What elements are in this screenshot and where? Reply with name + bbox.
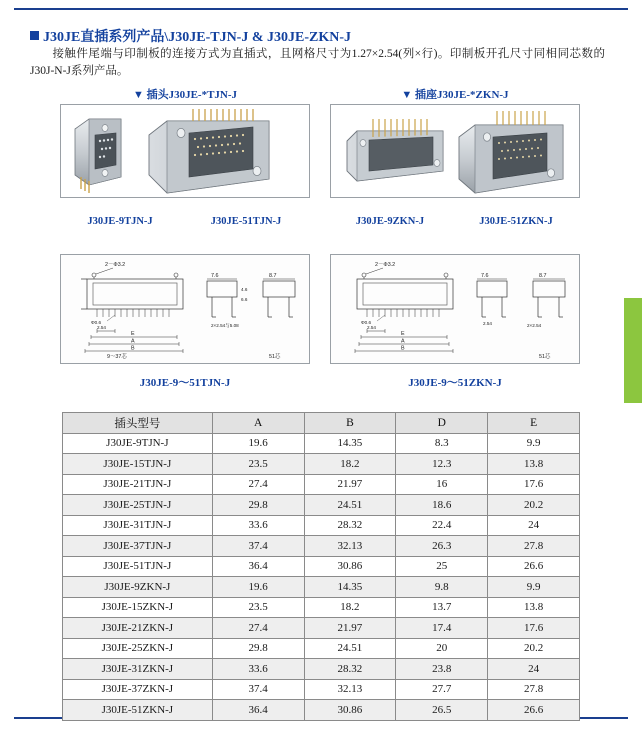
table-row xyxy=(63,454,580,475)
cell-b: 21.97 xyxy=(304,618,396,639)
cell-d: 23.8 xyxy=(396,659,488,680)
svg-text:7.6: 7.6 xyxy=(481,273,489,279)
col-header-d: D xyxy=(396,413,488,434)
bullet-square-icon xyxy=(30,31,39,40)
col-header-a: A xyxy=(212,413,304,434)
cell-model: J30JE-15ZKN-J xyxy=(63,597,213,618)
cell-e: 26.6 xyxy=(488,556,580,577)
cell-model: J30JE-51TJN-J xyxy=(63,556,213,577)
table-row xyxy=(63,618,580,639)
cell-a: 19.6 xyxy=(212,433,304,454)
cell-b: 28.32 xyxy=(304,659,396,680)
table-row xyxy=(63,556,580,577)
svg-text:2.54: 2.54 xyxy=(483,321,492,326)
cell-d: 20 xyxy=(396,638,488,659)
cell-a: 37.4 xyxy=(212,536,304,557)
cell-e: 13.8 xyxy=(488,597,580,618)
cell-model: J30JE-25ZKN-J xyxy=(63,638,213,659)
svg-text:6.6: 6.6 xyxy=(241,297,248,302)
table-row xyxy=(63,638,580,659)
svg-text:A: A xyxy=(401,338,405,345)
svg-text:B: B xyxy=(401,345,405,352)
cell-model: J30JE-15TJN-J xyxy=(63,454,213,475)
cell-model: J30JE-25TJN-J xyxy=(63,495,213,516)
cell-b: 24.51 xyxy=(304,495,396,516)
cell-b: 30.86 xyxy=(304,700,396,721)
cell-model: J30JE-9ZKN-J xyxy=(63,577,213,598)
cell-e: 9.9 xyxy=(488,433,580,454)
cell-e: 27.8 xyxy=(488,536,580,557)
cell-a: 19.6 xyxy=(212,577,304,598)
cell-a: 36.4 xyxy=(212,556,304,577)
table-row xyxy=(63,597,580,618)
plug-dimension-drawing xyxy=(60,254,310,364)
col-header-e: E xyxy=(488,413,580,434)
table-row xyxy=(63,577,580,598)
socket-drawing-caption: J30JE-9～51ZKN-J xyxy=(408,377,502,389)
table-row xyxy=(63,536,580,557)
socket-photo-label-51: J30JE-51ZKN-J xyxy=(479,216,553,227)
svg-text:E: E xyxy=(131,331,135,337)
page-title-text: J30JE直插系列产品\J30JE-TJN-J & J30JE-ZKN-J xyxy=(43,30,351,45)
table-header-row xyxy=(63,413,580,434)
socket-drawing-svg xyxy=(331,255,579,363)
socket-photo-panel xyxy=(330,104,580,198)
cell-e: 9.9 xyxy=(488,577,580,598)
cell-e: 24 xyxy=(488,659,580,680)
spec-table xyxy=(62,412,580,721)
svg-text:2.54: 2.54 xyxy=(97,325,106,330)
cell-a: 23.5 xyxy=(212,597,304,618)
table-row xyxy=(63,700,580,721)
cell-model: J30JE-21TJN-J xyxy=(63,474,213,495)
cell-d: 25 xyxy=(396,556,488,577)
cell-e: 17.6 xyxy=(488,474,580,495)
socket-photo-illustration xyxy=(331,105,579,197)
cell-a: 27.4 xyxy=(212,618,304,639)
svg-text:51芯: 51芯 xyxy=(539,354,551,360)
svg-text:B: B xyxy=(131,345,135,352)
table-row xyxy=(63,515,580,536)
cell-b: 30.86 xyxy=(304,556,396,577)
col-header-b: B xyxy=(304,413,396,434)
cell-d: 27.7 xyxy=(396,679,488,700)
cell-d: 16 xyxy=(396,474,488,495)
cell-a: 33.6 xyxy=(212,515,304,536)
cell-b: 32.13 xyxy=(304,679,396,700)
cell-b: 28.32 xyxy=(304,515,396,536)
intro-paragraph-text: 接触件尾端与印制板的连接方式为直插式，且网格尺寸为1.27×2.54(列×行)。印制板开孔尺寸同相同芯数的J30J-N-J系列产品。 xyxy=(30,48,605,77)
cell-a: 27.4 xyxy=(212,474,304,495)
cell-d: 26.5 xyxy=(396,700,488,721)
svg-text:Φ0.6: Φ0.6 xyxy=(91,320,102,325)
plug-photo-label-9: J30JE-9TJN-J xyxy=(87,216,153,227)
cell-e: 24 xyxy=(488,515,580,536)
cell-model: J30JE-31ZKN-J xyxy=(63,659,213,680)
cell-e: 27.8 xyxy=(488,679,580,700)
top-rule xyxy=(14,8,628,10)
cell-b: 18.2 xyxy=(304,454,396,475)
cell-d: 9.8 xyxy=(396,577,488,598)
plug-drawing-svg xyxy=(61,255,309,363)
cell-d: 12.3 xyxy=(396,454,488,475)
cell-e: 26.6 xyxy=(488,700,580,721)
cell-a: 33.6 xyxy=(212,659,304,680)
cell-a: 29.8 xyxy=(212,495,304,516)
cell-a: 23.5 xyxy=(212,454,304,475)
cell-d: 17.4 xyxy=(396,618,488,639)
cell-a: 36.4 xyxy=(212,700,304,721)
cell-d: 13.7 xyxy=(396,597,488,618)
svg-text:51芯: 51芯 xyxy=(269,354,281,360)
svg-text:8.7: 8.7 xyxy=(269,273,277,279)
svg-text:2×2.54: 2×2.54 xyxy=(527,323,542,328)
table-row xyxy=(63,679,580,700)
cell-a: 29.8 xyxy=(212,638,304,659)
socket-photo-label-9: J30JE-9ZKN-J xyxy=(355,216,425,227)
plug-photo-label-51: J30JE-51TJN-J xyxy=(210,216,282,227)
section-title-plug: ▼ 插头J30JE-*TJN-J xyxy=(132,89,238,101)
svg-text:2.54: 2.54 xyxy=(367,325,376,330)
cell-b: 21.97 xyxy=(304,474,396,495)
cell-e: 20.2 xyxy=(488,638,580,659)
cell-model: J30JE-51ZKN-J xyxy=(63,700,213,721)
cell-b: 18.2 xyxy=(304,597,396,618)
table-row xyxy=(63,433,580,454)
side-tab xyxy=(624,298,642,403)
cell-e: 13.8 xyxy=(488,454,580,475)
svg-text:A: A xyxy=(131,338,135,345)
socket-dimension-drawing xyxy=(330,254,580,364)
cell-b: 14.35 xyxy=(304,577,396,598)
svg-text:E: E xyxy=(401,331,405,337)
cell-e: 20.2 xyxy=(488,495,580,516)
table-row xyxy=(63,659,580,680)
cell-model: J30JE-37ZKN-J xyxy=(63,679,213,700)
cell-model: J30JE-31TJN-J xyxy=(63,515,213,536)
cell-model: J30JE-9TJN-J xyxy=(63,433,213,454)
plug-drawing-caption: J30JE-9～51TJN-J xyxy=(139,377,231,389)
cell-model: J30JE-21ZKN-J xyxy=(63,618,213,639)
cell-b: 32.13 xyxy=(304,536,396,557)
svg-text:2×2.54与5.08: 2×2.54与5.08 xyxy=(211,323,239,328)
cell-d: 8.3 xyxy=(396,433,488,454)
svg-text:7.6: 7.6 xyxy=(211,273,219,279)
svg-text:9～37芯: 9～37芯 xyxy=(107,354,127,360)
svg-text:2－Φ3.2: 2－Φ3.2 xyxy=(105,262,126,268)
col-header-model: 插头型号 xyxy=(63,413,213,434)
cell-model: J30JE-37TJN-J xyxy=(63,536,213,557)
table-row xyxy=(63,474,580,495)
plug-photo-panel xyxy=(60,104,310,198)
svg-text:8.7: 8.7 xyxy=(539,273,547,279)
section-title-socket: ▼ 插座J30JE-*ZKN-J xyxy=(401,89,509,101)
cell-b: 14.35 xyxy=(304,433,396,454)
page-title xyxy=(30,26,351,46)
cell-b: 24.51 xyxy=(304,638,396,659)
cell-e: 17.6 xyxy=(488,618,580,639)
cell-a: 37.4 xyxy=(212,679,304,700)
intro-paragraph xyxy=(30,46,605,80)
plug-photo-illustration xyxy=(61,105,309,197)
cell-d: 26.3 xyxy=(396,536,488,557)
table-row xyxy=(63,495,580,516)
cell-d: 18.6 xyxy=(396,495,488,516)
svg-text:Φ0.6: Φ0.6 xyxy=(361,320,372,325)
cell-d: 22.4 xyxy=(396,515,488,536)
svg-text:4.6: 4.6 xyxy=(241,287,248,292)
svg-text:2－Φ3.2: 2－Φ3.2 xyxy=(375,262,396,268)
